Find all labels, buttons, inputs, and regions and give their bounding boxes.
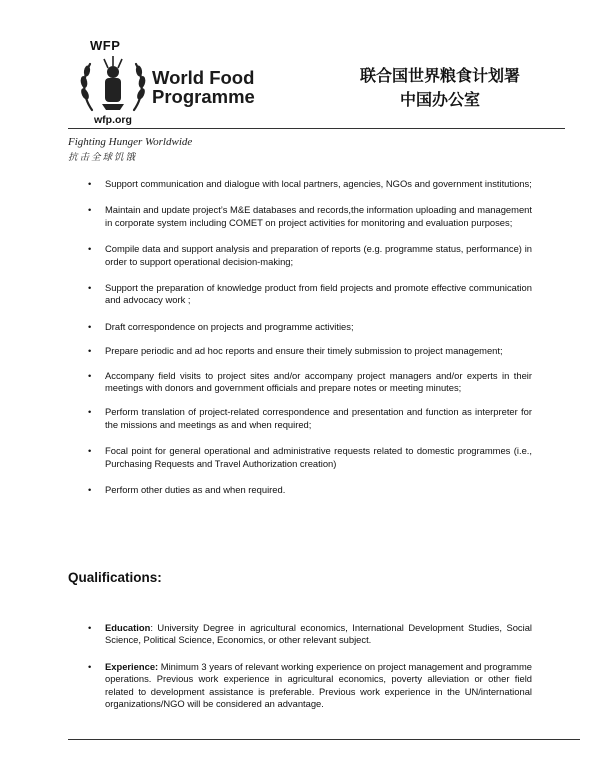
qualification-item bbox=[88, 661, 532, 711]
logo-url: wfp.org bbox=[94, 114, 132, 126]
wfp-logo bbox=[78, 38, 278, 128]
duty-item: • Focal point for general operational and administrative requests related to domestic programmes (i.e., Purchasing Requests and Travel Authorization creation) bbox=[88, 445, 532, 470]
duty-item: • Prepare periodic and ad hoc reports and ensure their timely submission to project management; bbox=[88, 345, 532, 357]
duty-item: • Compile data and support analysis and preparation of reports (e.g. programme status, performance) in order to support operational decision-making; bbox=[88, 243, 532, 268]
qualification-text: University Degree in agricultural economics, International Development Studies, Social Science, Political Science, Economics, or other relevant subject. bbox=[105, 622, 532, 646]
qualifications-heading: Qualifications: bbox=[68, 570, 162, 585]
logo-abbrev: WFP bbox=[90, 38, 121, 53]
duty-item: • Maintain and update project’s M&E databases and records,the information uploading and management in corporate system including COMET on project activities for monitoring and evaluation purposes; bbox=[88, 204, 532, 229]
duty-item: • Accompany field visits to project sites and/or accompany project managers and/or experts in their meetings with donors and government officials and prepare notes or meeting minutes; bbox=[88, 370, 532, 395]
logo-name-line1: World Food bbox=[152, 67, 255, 88]
logo-name bbox=[152, 68, 255, 106]
duty-item: • Support communication and dialogue with local partners, agencies, NGOs and government institutions; bbox=[88, 178, 532, 190]
slogan-en: Fighting Hunger Worldwide bbox=[68, 136, 193, 148]
office-title-line2: 中国办公室 bbox=[399, 90, 480, 109]
office-title-line1: 联合国世界粮食计划署 bbox=[359, 66, 520, 85]
duty-item: • Perform other duties as and when required. bbox=[88, 484, 532, 496]
duty-item: • Perform translation of project-related correspondence and presentation and function as interpreter for the missions and meetings as and when required; bbox=[88, 406, 532, 431]
logo-name-line2: Programme bbox=[152, 86, 255, 107]
qualification-label: Education bbox=[105, 622, 151, 633]
header-divider bbox=[68, 128, 565, 129]
footer-divider bbox=[68, 739, 580, 740]
wheat-wreath-icon bbox=[78, 52, 148, 116]
duty-item: • Support the preparation of knowledge product from field projects and promote effective communication and advocacy work ; bbox=[88, 282, 532, 307]
duties-list bbox=[88, 178, 532, 497]
office-title bbox=[340, 64, 540, 112]
qualification-text: Minimum 3 years of relevant working experience on project management and programme operations. Previous work experience in agricultural economics, poverty alleviation or other field related to development assistance is preferable. Previous work experience in the UN/international organizations/NGO will be considered an advantage. bbox=[105, 660, 532, 710]
slogan-cn: 抗击全球饥饿 bbox=[68, 152, 138, 163]
qualification-separator: : bbox=[150, 622, 158, 633]
qualification-item bbox=[88, 622, 532, 647]
qualification-label: Experience: bbox=[105, 660, 159, 672]
qualifications-list bbox=[88, 622, 532, 710]
duty-item: • Draft correspondence on projects and programme activities; bbox=[88, 321, 532, 333]
